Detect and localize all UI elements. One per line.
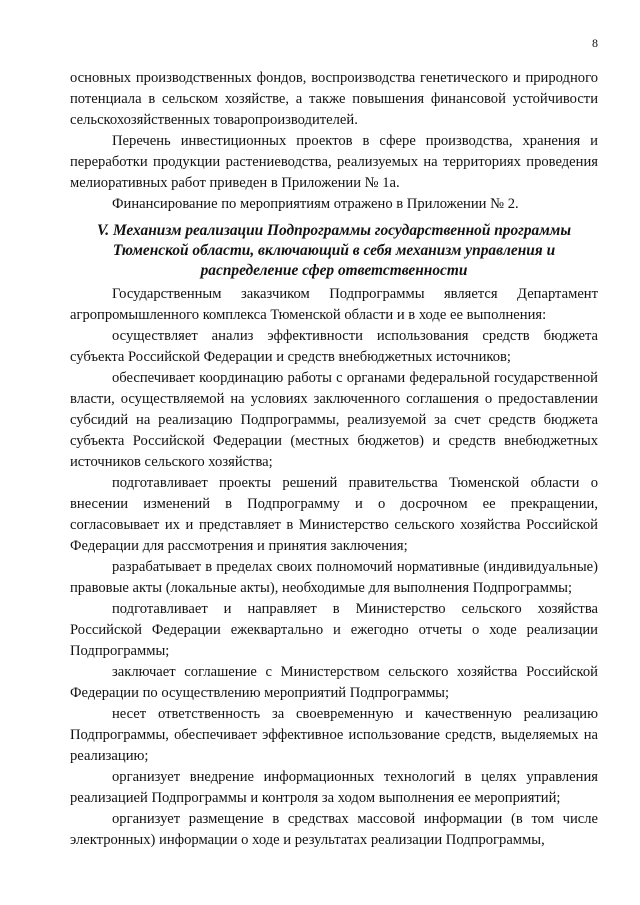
page-number: 8 [592, 36, 598, 50]
document-body [70, 68, 598, 851]
paragraph-legal-acts: разрабатывает в пределах своих полномочий нормативные (индивидуальные) правовые акты (локальные акты), необходимые для выполнения Подпрограммы; [70, 559, 598, 596]
paragraph-financing: Финансирование по мероприятиям отражено в Приложении № 2. [112, 196, 519, 212]
paragraph-coordination: обеспечивает координацию работы с органами федеральной государственной власти, осуществляемой на условиях заключенного соглашения о предоставлении субсидий на реализацию Подпрограммы, реализуемой за счет средств бюджета субъекта Российской Федерации (местных бюджетов) и средств внебюджетных источников сельского хозяйства; [70, 370, 598, 470]
paragraph-analysis: осуществляет анализ эффективности использования средств бюджета субъекта Российской Федерации и средств внебюджетных источников; [70, 328, 598, 365]
paragraph-media: организует размещение в средствах массовой информации (в том числе электронных) информации о ходе и результатах реализации Подпрограммы, [70, 811, 598, 848]
paragraph-continuation: основных производственных фондов, воспроизводства генетического и природного потенциала в сельском хозяйстве, а также повышения финансовой устойчивости сельскохозяйственных товаропроизводителей. [70, 70, 598, 128]
paragraph-customer: Государственным заказчиком Подпрограммы является Департамент агропромышленного комплекса Тюменской области и в ходе ее выполнения: [70, 286, 598, 323]
paragraph-reports: подготавливает и направляет в Министерство сельского хозяйства Российской Федерации ежеквартально и ежегодно отчеты о ходе реализации Подпрограммы; [70, 601, 598, 659]
paragraph-agreement: заключает соглашение с Министерством сельского хозяйства Российской Федерации по осуществлению мероприятий Подпрограммы; [70, 664, 598, 701]
paragraph-responsibility: несет ответственность за своевременную и качественную реализацию Подпрограммы, обеспечивает эффективное использование средств, выделяемых на реализацию; [70, 706, 598, 764]
paragraph-investment-projects: Перечень инвестиционных проектов в сфере производства, хранения и переработки продукции растениеводства, реализуемых на территориях проведения мелиоративных работ приведен в Приложении № 1а. [70, 133, 598, 191]
section-heading: V. Механизм реализации Подпрограммы государственной программы Тюменской области, включающий в себя механизм управления и распределение сфер ответственности [96, 222, 572, 279]
paragraph-it-implementation: организует внедрение информационных технологий в целях управления реализацией Подпрограммы и контроля за ходом выполнения ее мероприятий; [70, 769, 598, 806]
paragraph-draft-decisions: подготавливает проекты решений правительства Тюменской области о внесении изменений в Подпрограмму и о досрочном ее прекращении, согласовывает их и представляет в Министерство сельского хозяйства Российской Федерации для рассмотрения и принятия заключения; [70, 475, 598, 554]
